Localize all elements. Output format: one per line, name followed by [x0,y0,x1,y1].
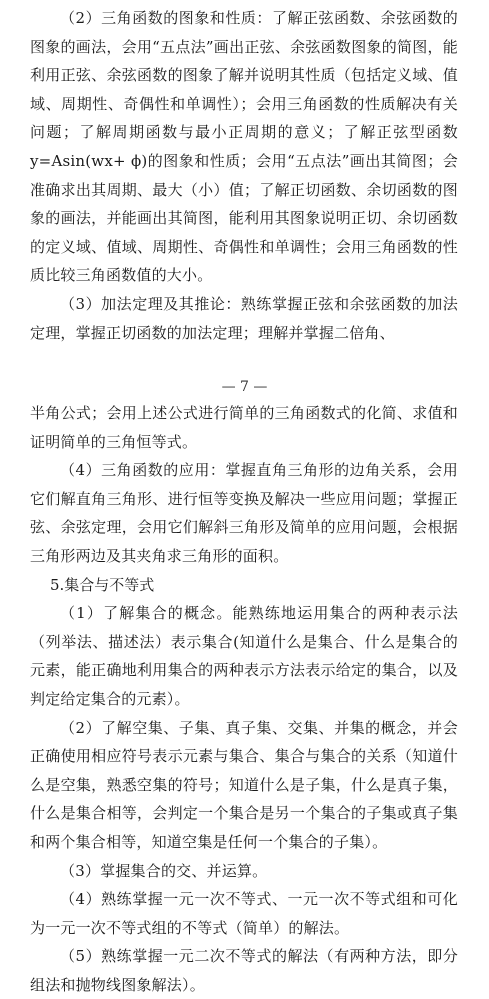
upper-page-section [30,4,458,347]
paragraph-quadratic-inequalities: （5）熟练掌握一元二次不等式的解法（有两种方法，即分组法和抛物线图象解法）。 [30,947,458,994]
paragraph-subset-concept: （2）了解空集、子集、真子集、交集、并集的概念，并会正确使用相应符号表示元素与集合、集合与集合的关系（知道什么是空集，熟悉空集的符号；知道什么是子集，什么是真子集，什么是集合相等，会判定一个集合是另一个集合的子集或真子集和两个集合相等，知道空集是任何一个集合的子集）。 [30,718,458,851]
paragraph-addition-theorem-continued: 半角公式；会用上述公式进行简单的三角函数式的化简、求值和证明简单的三角恒等式。 [30,404,458,451]
section-title-sets-inequalities: 5.集合与不等式 [50,575,155,594]
paragraph-trig-graph-properties: （2）三角函数的图象和性质：了解正弦函数、余弦函数的图象的画法，会用“五点法”画出正弦、余弦函数图象的简图，能利用正弦、余弦函数的图象了解并说明其性质（包括定义域、值域、周期性、奇偶性和单调性）；会用三角函数的性质解决有关问题；了解周期函数与最小正周期的意义；了解正弦型函数 y=Asin(wx+ ϕ)的图象和性质；会用“五点法”画出其简图；会准确求出其周期、最大（小）值；了解正切函数、余切函数的图象的画法，并能画出其简图，能利用其图象说明正切、余切函数的定义域、值域、周期性、奇偶性和单调性；会用三角函数的性质比较三角函数值的大小。 [30,9,458,285]
paragraph-linear-inequalities: （4）熟练掌握一元一次不等式、一元一次不等式组和可化为一元一次不等式组的不等式（简单）的解法。 [30,890,458,937]
paragraph-set-operations: （3）掌握集合的交、并运算。 [60,861,268,880]
page-number: — 7 — [221,379,268,395]
paragraph-trig-application: （4）三角函数的应用：掌握直角三角形的边角关系，会用它们解直角三角形、进行恒等变换及解决一些应用问题；掌握正弦、余弦定理，会用它们解斜三角形及简单的应用问题，会根据三角形两边及其夹角求三角形的面积。 [30,461,458,565]
paragraph-set-concept: （1）了解集合的概念。能熟练地运用集合的两种表示法（列举法、描述法）表示集合(知道什么是集合、什么是集合的元素，能正确地利用集合的两种表示方法表示给定的集合，以及判定给定集合的元素）。 [30,604,458,708]
lower-page-section [30,399,458,999]
paragraph-addition-theorem: （3）加法定理及其推论：熟练掌握正弦和余弦函数的加法定理，掌握正切函数的加法定理；理解并掌握二倍角、 [30,294,458,342]
